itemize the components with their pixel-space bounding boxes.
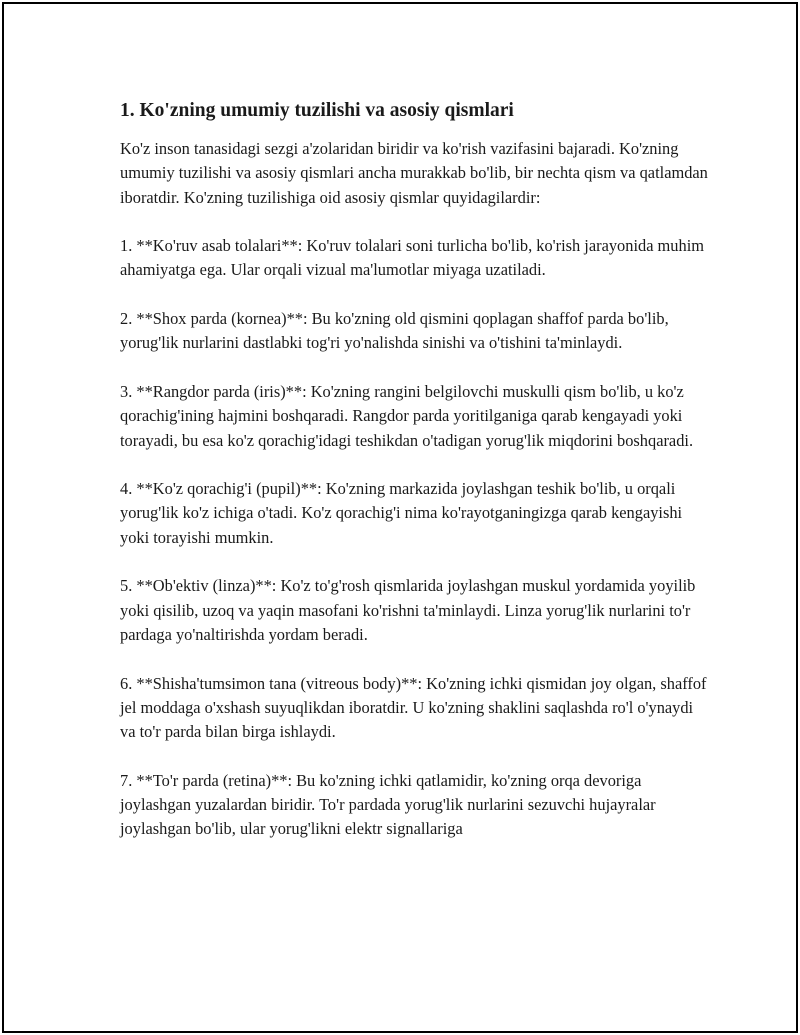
item-vitreous-body: 6. **Shisha'tumsimon tana (vitreous body)**: Ko'zning ichki qismidan joy olgan, shaffof jel moddaga o'xshash suyuqlikdan iboratdir. U ko'zning shaklini saqlashda ro'l o'ynaydi va to'r parda bilan birga ishlaydi. [120, 673, 707, 742]
document-body [120, 98, 710, 866]
item-retina: 7. **To'r parda (retina)**: Bu ko'zning ichki qatlamidir, ko'zning orqa devoriga joylashgan yuzalardan biridir. To'r pardada yorug'lik nurlarini sezuvchi hujayralar joylashgan bo'lib, ular yorug'likni elektr signallariga [120, 770, 656, 839]
section-heading: 1. Ko'zning umumiy tuzilishi va asosiy qismlari [120, 100, 514, 121]
intro-paragraph: Ko'z inson tanasidagi sezgi a'zolaridan biridir va ko'rish vazifasini bajaradi. Ko'zning umumiy tuzilishi va asosiy qismlari ancha murakkab bo'lib, bir nechta qism va qatlamdan iboratdir. Ko'zning tuzilishiga oid asosiy qismlar quyidagilardir: [120, 139, 708, 207]
item-lens: 5. **Ob'ektiv (linza)**: Ko'z to'g'rosh qismlarida joylashgan muskul yordamida yoyilib yoki qisilib, uzoq va yaqin masofani ko'rishni ta'minlaydi. Linza yorug'lik nurlarini to'r pardaga yo'naltirishda yordam beradi. [120, 576, 696, 644]
item-cornea: 2. **Shox parda (kornea)**: Bu ko'zning old qismini qoplagan shaffof parda bo'lib, yorug'lik nurlarini dastlabki tog'ri yo'nalishda sinishi va o'tishini ta'minlaydi. [120, 309, 669, 353]
document-page [2, 2, 798, 1033]
item-optic-nerve-fibers: 1. **Ko'ruv asab tolalari**: Ko'ruv tolalari soni turlicha bo'lib, ko'rish jarayonida muhim ahamiyatga ega. Ular orqali vizual ma'lumotlar miyaga uzatiladi. [120, 236, 705, 280]
item-iris: 3. **Rangdor parda (iris)**: Ko'zning rangini belgilovchi muskulli qism bo'lib, u ko'z qorachig'ining hajmini boshqaradi. Rangdor parda yoritilganiga qarab kengayadi yoki torayadi, bu esa ko'z qorachig'idagi teshikdan o'tadigan yorug'lik miqdorini boshqaradi. [120, 381, 694, 450]
item-pupil: 4. **Ko'z qorachig'i (pupil)**: Ko'zning markazida joylashgan teshik bo'lib, u orqali yorug'lik ko'z ichiga o'tadi. Ko'z qorachig'i nima ko'rayotganingizga qarab kengayishi yoki torayishi mumkin. [120, 479, 683, 547]
